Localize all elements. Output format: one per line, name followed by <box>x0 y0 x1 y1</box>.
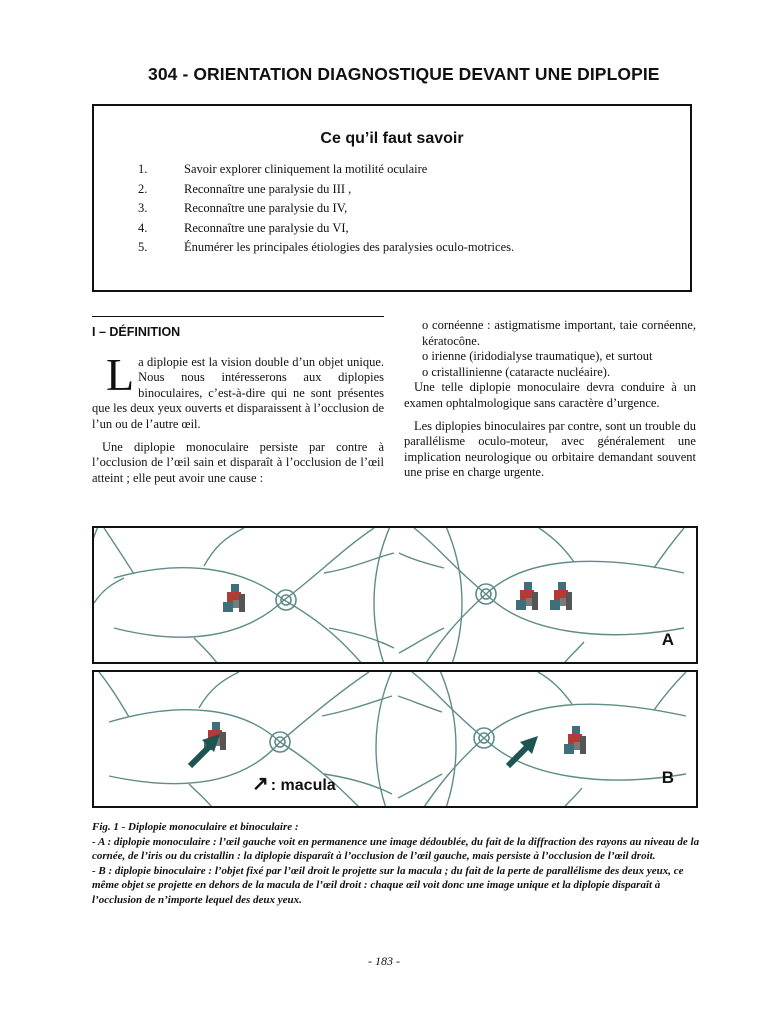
drop-cap: L <box>106 348 135 400</box>
vessel <box>204 528 244 566</box>
savoir-item <box>138 238 514 258</box>
monocular-paragraph: Une diplopie monoculaire persiste par contre à l’occlusion de l’œil sain et disparaît à l’occlusion de l’œil atteint ; elle peut avoir une cause : <box>92 439 384 485</box>
optic-disc-ring <box>276 590 296 610</box>
savoir-item-number: 1. <box>138 162 148 176</box>
vessel <box>104 528 134 574</box>
panel-label-a: A <box>661 630 674 649</box>
figure-panel-a <box>92 526 698 664</box>
vessel <box>189 784 214 808</box>
savoir-item-text: Savoir explorer cliniquement la motilité oculaire <box>184 162 428 176</box>
retina-drawing-b <box>94 672 698 808</box>
savoir-item <box>138 180 514 200</box>
savoir-item <box>138 219 514 239</box>
vessel <box>109 710 280 742</box>
vessel <box>398 696 442 712</box>
macula-arrow-icon <box>508 736 538 766</box>
savoir-item-number: 5. <box>138 240 148 254</box>
vessel <box>399 628 444 653</box>
savoir-list <box>138 160 514 258</box>
binocular-paragraph: Les diplopies binoculaires par contre, sont un trouble du parallélisme oculo-moteur, avec généralement une implication neurologique ou orbitaire demandant souvent une prise en charge urgente. <box>404 418 696 480</box>
vessel <box>539 528 574 562</box>
retina-drawing-a <box>94 528 698 664</box>
figure-caption <box>92 820 712 908</box>
object-figure <box>564 726 586 754</box>
definition-text: a diplopie est la vision double d’un objet unique. Nous nous intéresserons aux diplopies binoculaires, c’est-à-dire qui ne sont présentes que les deux yeux ouverts et disparaissent à l’occlusion de l’un ou de l’autre œil. <box>92 354 384 431</box>
savoir-item-text: Reconnaître une paralysie du IV, <box>184 201 348 215</box>
caption-b: - B : diplopie binoculaire : l’objet fixé par l’œil droit le projette sur la macula ; du fait de la perte de parallélisme des deux yeux, ce même objet se projette en dehors de la macula de l’œil droit : chaque œil voit donc une image unique et la diplopie disparaît à l’occlusion de n’importe lequel des deux yeux. <box>92 864 684 906</box>
vessel <box>654 672 686 710</box>
savoir-item-number: 4. <box>138 220 148 235</box>
caption-title: Fig. 1 - Diplopie monoculaire et binoculaire : <box>92 821 299 833</box>
savoir-item-text: Reconnaître une paralysie du III , <box>184 181 352 196</box>
optic-disc-ring <box>281 595 291 605</box>
vessel <box>194 638 219 664</box>
savoir-item-number: 2. <box>138 181 148 196</box>
fundus-outline <box>376 672 698 808</box>
cause-corneenne: o cornéenne : astigmatisme important, taie cornéenne, kératocône. <box>422 318 696 348</box>
right-column <box>404 318 696 488</box>
vessel <box>422 738 484 808</box>
vessel <box>486 561 684 594</box>
vessel <box>114 600 284 637</box>
vessel <box>538 672 572 704</box>
vessel <box>562 642 584 664</box>
macula-legend-text: : macula <box>270 777 336 794</box>
savoir-item-number: 3. <box>138 201 148 215</box>
cause-cristallinienne: o cristallinienne (cataracte nucléaire). <box>422 364 611 379</box>
object-figure <box>516 582 538 610</box>
savoir-item <box>138 199 514 219</box>
vessel <box>114 568 284 600</box>
vessel <box>94 578 124 603</box>
definition-paragraph <box>92 348 384 433</box>
page-title: 304 - ORIENTATION DIAGNOSTIQUE DEVANT UNE DIPLOPIE <box>148 64 660 84</box>
cause-irienne: o irienne (iridodialyse traumatique), et surtout <box>422 349 653 364</box>
vessel <box>484 704 686 738</box>
vessel <box>99 672 129 717</box>
savoir-title: Ce qu’il faut savoir <box>320 130 464 147</box>
ce-quil-faut-savoir-box <box>92 104 692 292</box>
vessel <box>324 553 394 573</box>
page-number: - 183 - <box>368 954 400 968</box>
savoir-item-text: Reconnaître une paralysie du VI, <box>184 220 349 235</box>
savoir-item <box>138 160 514 180</box>
caption-a: - A : diplopie monoculaire : l’œil gauche voit en permanence une image dédoublée, du fait de la diffraction des rayons au niveau de la cornée, de l’iris ou du cristallin : la diplopie disparaît à l’occlusion de l’œil gauche, mais persiste à l’occlusion de l’œil droit. <box>92 835 700 863</box>
macula-legend <box>252 771 336 796</box>
vessel <box>399 553 444 568</box>
object-figure <box>223 584 245 612</box>
object-figure <box>550 582 572 610</box>
macula-legend-arrow-icon: ↗ <box>252 773 269 795</box>
vessel <box>284 600 364 664</box>
macula-arrow-icon <box>190 734 220 766</box>
left-column <box>92 316 384 493</box>
figure-panel-b <box>92 670 698 808</box>
savoir-item-text: Énumérer les principales étiologies des paralysies oculo-motrices. <box>184 240 515 254</box>
vessel <box>654 528 684 568</box>
vessel <box>562 788 582 808</box>
section-heading-definition: I – DÉFINITION <box>92 316 384 341</box>
vessel <box>329 628 394 648</box>
ophtalmo-paragraph: Une telle diplopie monoculaire devra conduire à un examen ophtalmologique sans caractère d’urgence. <box>404 380 696 410</box>
vessel <box>199 672 239 708</box>
vessel <box>398 774 442 798</box>
panel-label-b: B <box>661 768 674 787</box>
vessel <box>486 594 684 635</box>
